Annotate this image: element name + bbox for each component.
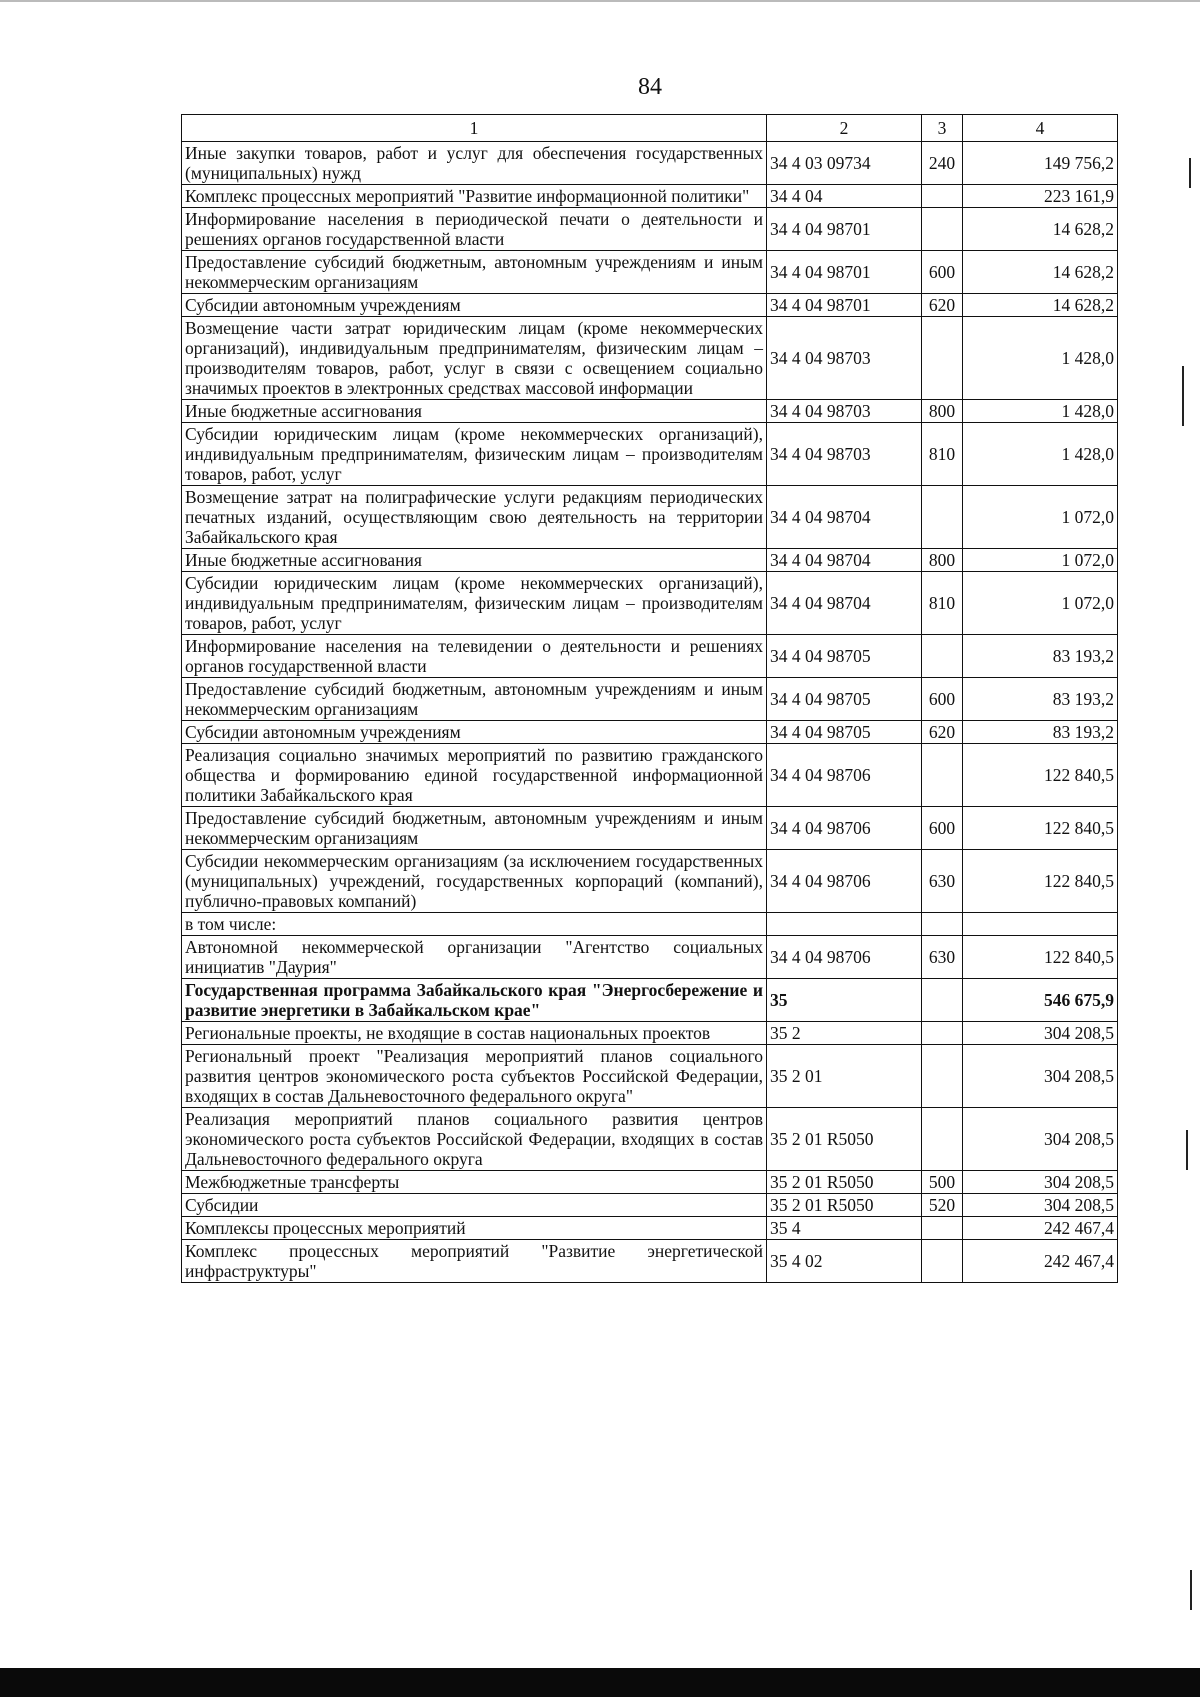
cell-name: Информирование населения в периодической печати о деятельности и решениях органов государственной власти	[182, 208, 767, 251]
cell-name: Субсидии автономным учреждениям	[182, 294, 767, 317]
cell-amount: 242 467,4	[963, 1240, 1118, 1283]
cell-amount: 304 208,5	[963, 1022, 1118, 1045]
cell-amount: 1 428,0	[963, 317, 1118, 400]
scan-margin-mark	[1186, 1130, 1188, 1170]
cell-type: 810	[922, 423, 963, 486]
cell-code: 34 4 04	[767, 185, 922, 208]
table-row	[182, 549, 1118, 572]
cell-type: 240	[922, 142, 963, 185]
cell-type: 620	[922, 721, 963, 744]
table-row	[182, 1194, 1118, 1217]
table-row	[182, 635, 1118, 678]
cell-name: Комплексы процессных мероприятий	[182, 1217, 767, 1240]
cell-type: 800	[922, 549, 963, 572]
cell-name: Комплекс процессных мероприятий "Развитие энергетической инфраструктуры"	[182, 1240, 767, 1283]
cell-type	[922, 744, 963, 807]
cell-name: Иные закупки товаров, работ и услуг для обеспечения государственных (муниципальных) нужд	[182, 142, 767, 185]
table-row	[182, 317, 1118, 400]
cell-name: Иные бюджетные ассигнования	[182, 549, 767, 572]
cell-name: Межбюджетные трансферты	[182, 1171, 767, 1194]
cell-code: 35 2 01 R5050	[767, 1171, 922, 1194]
cell-amount: 83 193,2	[963, 678, 1118, 721]
cell-name: Иные бюджетные ассигнования	[182, 400, 767, 423]
cell-amount: 1 072,0	[963, 572, 1118, 635]
cell-name: Субсидии юридическим лицам (кроме некоммерческих организаций), индивидуальным предпринимателям, физическим лицам – производителям товаров, работ, услуг	[182, 572, 767, 635]
cell-amount	[963, 913, 1118, 936]
cell-type: 630	[922, 936, 963, 979]
table-row	[182, 1217, 1118, 1240]
cell-type: 600	[922, 251, 963, 294]
cell-code: 34 4 04 98704	[767, 549, 922, 572]
cell-name: Субсидии автономным учреждениям	[182, 721, 767, 744]
cell-name: Предоставление субсидий бюджетным, автономным учреждениям и иным некоммерческим организациям	[182, 678, 767, 721]
cell-amount: 122 840,5	[963, 807, 1118, 850]
table-row	[182, 850, 1118, 913]
cell-amount: 14 628,2	[963, 251, 1118, 294]
header-col-name: 1	[182, 115, 767, 142]
scan-top-edge	[0, 0, 1200, 8]
table-row	[182, 721, 1118, 744]
scan-bottom-edge	[0, 1668, 1200, 1697]
cell-amount: 1 428,0	[963, 400, 1118, 423]
cell-name: Региональный проект "Реализация мероприятий планов социального развития центров экономического роста субъектов Российской Федерации, входящих в состав Дальневосточного федерального округа"	[182, 1045, 767, 1108]
page-number: 84	[638, 74, 662, 100]
cell-type	[922, 1022, 963, 1045]
table-row	[182, 1022, 1118, 1045]
cell-code: 34 4 04 98706	[767, 807, 922, 850]
cell-name: Возмещение затрат на полиграфические услуги редакциям периодических печатных изданий, осуществляющим свою деятельность на территории Забайкальского края	[182, 486, 767, 549]
table-row	[182, 185, 1118, 208]
cell-type	[922, 1240, 963, 1283]
cell-type	[922, 1217, 963, 1240]
cell-code: 34 4 04 98701	[767, 251, 922, 294]
cell-amount: 304 208,5	[963, 1171, 1118, 1194]
cell-code: 35 2 01 R5050	[767, 1194, 922, 1217]
cell-amount: 304 208,5	[963, 1045, 1118, 1108]
cell-type: 800	[922, 400, 963, 423]
cell-type	[922, 208, 963, 251]
cell-amount: 1 428,0	[963, 423, 1118, 486]
cell-type	[922, 486, 963, 549]
cell-amount: 83 193,2	[963, 721, 1118, 744]
cell-code: 34 4 04 98705	[767, 635, 922, 678]
cell-code: 34 4 04 98705	[767, 721, 922, 744]
table-body	[182, 142, 1118, 1283]
cell-name: Предоставление субсидий бюджетным, автономным учреждениям и иным некоммерческим организациям	[182, 251, 767, 294]
cell-code: 35 2 01 R5050	[767, 1108, 922, 1171]
cell-amount: 223 161,9	[963, 185, 1118, 208]
cell-amount: 83 193,2	[963, 635, 1118, 678]
cell-code: 34 4 04 98701	[767, 294, 922, 317]
cell-type: 500	[922, 1171, 963, 1194]
table-row	[182, 936, 1118, 979]
cell-type	[922, 1108, 963, 1171]
cell-code: 35	[767, 979, 922, 1022]
cell-amount: 1 072,0	[963, 549, 1118, 572]
cell-code: 34 4 03 09734	[767, 142, 922, 185]
cell-amount: 14 628,2	[963, 208, 1118, 251]
table-row	[182, 251, 1118, 294]
cell-code: 34 4 04 98705	[767, 678, 922, 721]
table-row	[182, 1240, 1118, 1283]
cell-code: 34 4 04 98703	[767, 423, 922, 486]
header-col-type: 3	[922, 115, 963, 142]
cell-type: 630	[922, 850, 963, 913]
cell-amount: 304 208,5	[963, 1108, 1118, 1171]
cell-amount: 122 840,5	[963, 850, 1118, 913]
cell-code: 34 4 04 98703	[767, 317, 922, 400]
cell-type: 600	[922, 807, 963, 850]
cell-amount: 122 840,5	[963, 936, 1118, 979]
scan-margin-mark	[1182, 366, 1184, 426]
cell-code: 34 4 04 98706	[767, 936, 922, 979]
cell-name: Реализация социально значимых мероприятий по развитию гражданского общества и формированию единой государственной информационной политики Забайкальского края	[182, 744, 767, 807]
cell-code: 34 4 04 98706	[767, 850, 922, 913]
table-row	[182, 294, 1118, 317]
table-row	[182, 423, 1118, 486]
cell-type	[922, 1045, 963, 1108]
table-row	[182, 486, 1118, 549]
cell-amount: 122 840,5	[963, 744, 1118, 807]
table-header-row	[182, 115, 1118, 142]
table-row	[182, 1108, 1118, 1171]
budget-table	[181, 114, 1118, 1283]
table-row	[182, 1045, 1118, 1108]
cell-type	[922, 979, 963, 1022]
cell-name: Государственная программа Забайкальского края "Энергосбережение и развитие энергетики в Забайкальском крае"	[182, 979, 767, 1022]
cell-amount: 304 208,5	[963, 1194, 1118, 1217]
cell-amount: 14 628,2	[963, 294, 1118, 317]
scan-margin-mark	[1189, 158, 1191, 188]
header-col-code: 2	[767, 115, 922, 142]
table-row	[182, 913, 1118, 936]
cell-name: Субсидии некоммерческим организациям (за исключением государственных (муниципальных) учреждений, государственных корпораций (компаний), публично-правовых компаний)	[182, 850, 767, 913]
cell-type	[922, 913, 963, 936]
table-row	[182, 208, 1118, 251]
table-row	[182, 1171, 1118, 1194]
cell-type: 810	[922, 572, 963, 635]
cell-code: 34 4 04 98703	[767, 400, 922, 423]
cell-name: Предоставление субсидий бюджетным, автономным учреждениям и иным некоммерческим организациям	[182, 807, 767, 850]
cell-code: 35 2 01	[767, 1045, 922, 1108]
table-row	[182, 807, 1118, 850]
cell-type	[922, 317, 963, 400]
cell-name: в том числе:	[182, 913, 767, 936]
cell-name: Региональные проекты, не входящие в состав национальных проектов	[182, 1022, 767, 1045]
cell-amount: 149 756,2	[963, 142, 1118, 185]
cell-type	[922, 635, 963, 678]
cell-code: 35 4 02	[767, 1240, 922, 1283]
cell-code: 35 2	[767, 1022, 922, 1045]
cell-name: Автономной некоммерческой организации "Агентство социальных инициатив "Даурия"	[182, 936, 767, 979]
table-row	[182, 678, 1118, 721]
cell-code: 35 4	[767, 1217, 922, 1240]
cell-amount: 546 675,9	[963, 979, 1118, 1022]
table-row	[182, 400, 1118, 423]
cell-type: 600	[922, 678, 963, 721]
cell-code: 34 4 04 98701	[767, 208, 922, 251]
cell-type: 520	[922, 1194, 963, 1217]
cell-name: Комплекс процессных мероприятий "Развитие информационной политики"	[182, 185, 767, 208]
cell-code: 34 4 04 98706	[767, 744, 922, 807]
cell-amount: 242 467,4	[963, 1217, 1118, 1240]
table-row	[182, 744, 1118, 807]
cell-name: Субсидии	[182, 1194, 767, 1217]
cell-type	[922, 185, 963, 208]
table-row	[182, 979, 1118, 1022]
cell-type: 620	[922, 294, 963, 317]
cell-amount: 1 072,0	[963, 486, 1118, 549]
table-row	[182, 572, 1118, 635]
table-row	[182, 142, 1118, 185]
cell-name: Реализация мероприятий планов социального развития центров экономического роста субъектов Российской Федерации, входящих в состав Дальневосточного федерального округа	[182, 1108, 767, 1171]
cell-code	[767, 913, 922, 936]
cell-name: Субсидии юридическим лицам (кроме некоммерческих организаций), индивидуальным предпринимателям, физическим лицам – производителям товаров, работ, услуг	[182, 423, 767, 486]
scan-margin-mark	[1190, 1570, 1192, 1610]
header-col-amount: 4	[963, 115, 1118, 142]
cell-name: Возмещение части затрат юридическим лицам (кроме некоммерческих организаций), индивидуальным предпринимателям, физическим лицам – производителям товаров, работ, услуг в связи с освещением социально значимых проектов в электронных средствах массовой информации	[182, 317, 767, 400]
cell-code: 34 4 04 98704	[767, 572, 922, 635]
cell-code: 34 4 04 98704	[767, 486, 922, 549]
cell-name: Информирование населения на телевидении о деятельности и решениях органов государственной власти	[182, 635, 767, 678]
